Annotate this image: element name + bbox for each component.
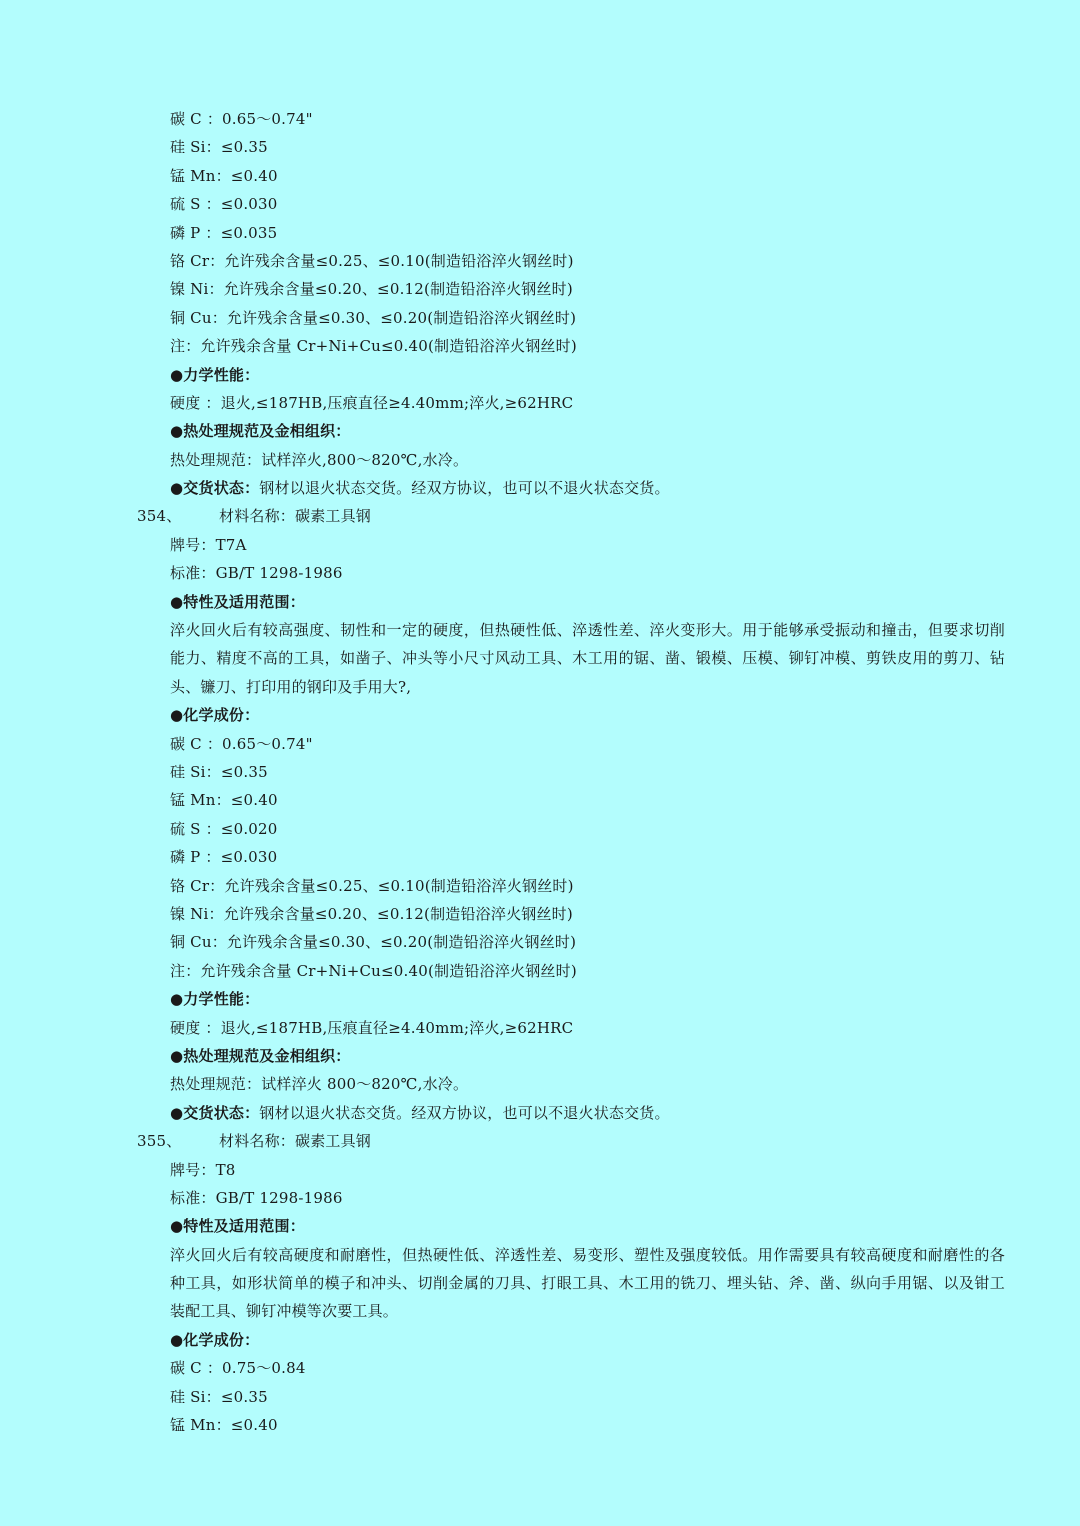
delivery-label: ●交货状态：: [170, 1103, 260, 1122]
properties-text: 淬火回火后有较高强度、韧性和一定的硬度，但热硬性低、淬透性差、淬火变形大。用于能够承受振动和撞击，但要求切削能力、精度不高的工具，如凿子、冲头等小尺寸风动工具、木工用的锯、凿、锻模、压模、铆钉冲模、剪铁皮用的剪刀、钻头、镰刀、打印用的钢印及手用大?,: [170, 621, 1005, 696]
copper-content: 铜 Cu：允许残余含量≤0.30、≤0.20(制造铅浴淬火钢丝时): [170, 308, 577, 327]
delivery-text: 钢材以退火状态交货。经双方协议，也可以不退火状态交货。: [259, 1103, 670, 1122]
chromium-content: 铬 Cr：允许残余含量≤0.25、≤0.10(制造铅浴淬火钢丝时): [170, 251, 574, 270]
heat-treatment-heading: ●热处理规范及金相组织：: [170, 422, 351, 441]
document-body: [0, 105, 1080, 1439]
sulfur-content: 硫 S ：≤0.030: [170, 195, 278, 214]
carbon-content: 碳 C ：0.65～0.74": [170, 110, 313, 128]
properties-heading: ●特性及适用范围：: [170, 1217, 305, 1236]
manganese-content: 锰 Mn：≤0.40: [170, 166, 278, 185]
carbon-content: 碳 C ：0.65～0.74": [170, 734, 313, 753]
heat-treatment-spec: 热处理规范：试样淬火 800～820℃,水冷。: [170, 1075, 469, 1094]
nickel-content: 镍 Ni：允许残余含量≤0.20、≤0.12(制造铅浴淬火钢丝时): [170, 280, 573, 299]
delivery-label: ●交货状态：: [170, 479, 260, 498]
manganese-content: 锰 Mn：≤0.40: [170, 1416, 278, 1435]
residual-note: 注：允许残余含量 Cr+Ni+Cu≤0.40(制造铅浴淬火钢丝时): [170, 961, 577, 980]
item-number: 354、: [137, 507, 182, 526]
hardness-spec: 硬度 ：退火,≤187HB,压痕直径≥4.40mm;淬火,≥62HRC: [170, 1018, 574, 1037]
phosphorus-content: 磷 P ：≤0.035: [170, 223, 278, 242]
phosphorus-content: 磷 P ：≤0.030: [170, 848, 278, 867]
nickel-content: 镍 Ni：允许残余含量≤0.20、≤0.12(制造铅浴淬火钢丝时): [170, 904, 573, 923]
mechanical-heading: ●力学性能：: [170, 365, 260, 384]
chemistry-heading: ●化学成份：: [170, 1330, 260, 1349]
heat-treatment-spec: 热处理规范：试样淬火,800～820℃,水冷。: [170, 450, 469, 469]
delivery-state: [0, 1099, 1080, 1127]
mechanical-heading: ●力学性能：: [170, 990, 260, 1009]
properties-heading: ●特性及适用范围：: [170, 592, 305, 611]
grade: 牌号：T7A: [170, 535, 247, 554]
grade: 牌号：T8: [170, 1160, 236, 1179]
chemistry-heading: ●化学成份：: [170, 706, 260, 725]
silicon-content: 硅 Si：≤0.35: [170, 1387, 268, 1406]
standard: 标准：GB/T 1298-1986: [170, 1188, 343, 1207]
delivery-state: [0, 474, 1080, 502]
material-name: 材料名称：碳素工具钢: [219, 1132, 372, 1151]
sulfur-content: 硫 S ：≤0.020: [170, 819, 278, 838]
silicon-content: 硅 Si：≤0.35: [170, 763, 268, 782]
manganese-content: 锰 Mn：≤0.40: [170, 791, 278, 810]
residual-note: 注：允许残余含量 Cr+Ni+Cu≤0.40(制造铅浴淬火钢丝时): [170, 337, 577, 356]
item-heading-355: [0, 1127, 1080, 1155]
hardness-spec: 硬度 ：退火,≤187HB,压痕直径≥4.40mm;淬火,≥62HRC: [170, 393, 574, 412]
material-name: 材料名称：碳素工具钢: [219, 507, 372, 526]
item-heading-354: [0, 502, 1080, 530]
heat-treatment-heading: ●热处理规范及金相组织：: [170, 1046, 351, 1065]
chromium-content: 铬 Cr：允许残余含量≤0.25、≤0.10(制造铅浴淬火钢丝时): [170, 876, 574, 895]
item-number: 355、: [137, 1132, 182, 1151]
silicon-content: 硅 Si：≤0.35: [170, 138, 268, 157]
properties-text: 淬火回火后有较高硬度和耐磨性，但热硬性低、淬透性差、易变形、塑性及强度较低。用作需要具有较高硬度和耐磨性的各种工具，如形状简单的模子和冲头、切削金属的刀具、打眼工具、木工用的铣刀、埋头钻、斧、凿、纵向手用锯、以及钳工装配工具、铆钉冲模等次要工具。: [170, 1245, 1005, 1321]
delivery-text: 钢材以退火状态交货。经双方协议，也可以不退火状态交货。: [259, 479, 670, 498]
carbon-content: 碳 C ：0.75～0.84: [170, 1359, 306, 1378]
copper-content: 铜 Cu：允许残余含量≤0.30、≤0.20(制造铅浴淬火钢丝时): [170, 933, 577, 952]
standard: 标准：GB/T 1298-1986: [170, 564, 343, 583]
